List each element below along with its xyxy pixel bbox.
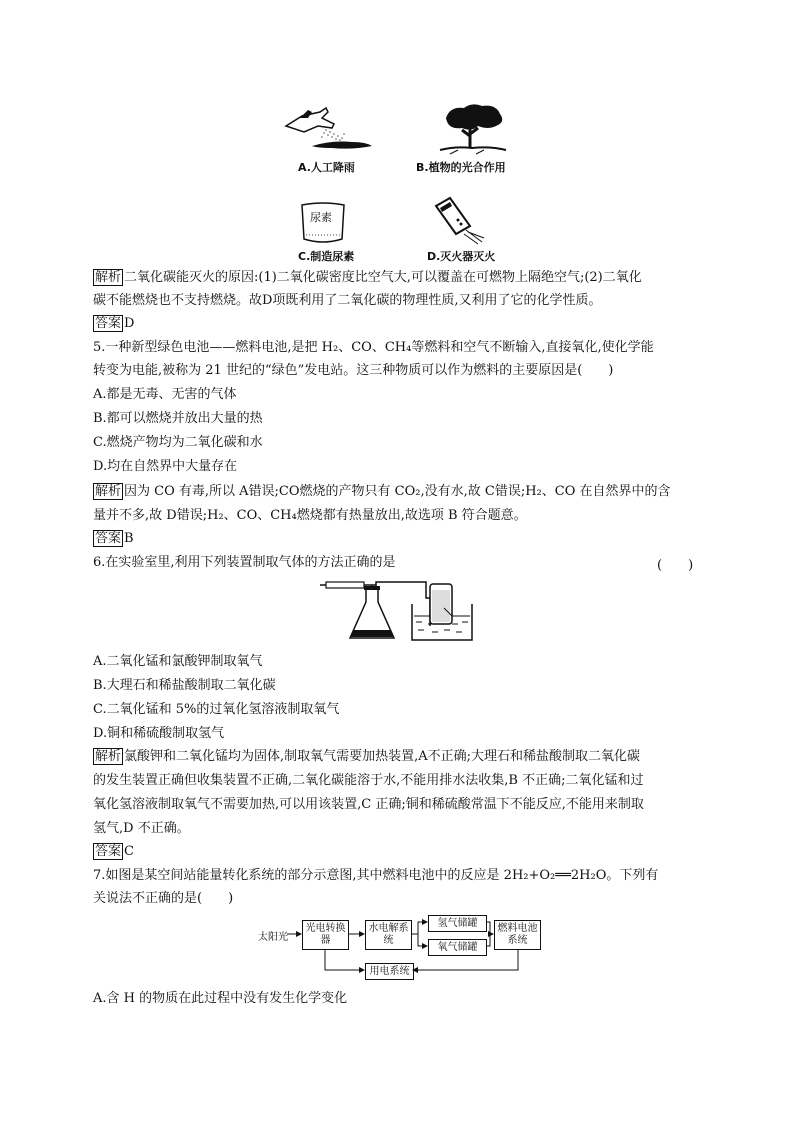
q5-option-c: C.燃烧产物均为二氧化碳和水 bbox=[93, 435, 263, 450]
option-c-caption: C.制造尿素 bbox=[298, 250, 355, 263]
flow-arrows bbox=[250, 905, 550, 990]
q4-analysis: 解析 二氧化碳能灭火的原因:(1)二氧化碳密度比空气大,可以覆盖在可燃物上隔绝空气;(2)二氧化 bbox=[95, 270, 642, 285]
q5-option-a: A.都是无毒、无害的气体 bbox=[93, 387, 237, 402]
water-electrolysis-box: 水电解系统 bbox=[365, 920, 412, 950]
q7-stem-line2: 关说法不正确的是( ) bbox=[93, 891, 234, 906]
q6-option-d: D.铜和稀硫酸制取氢气 bbox=[93, 726, 225, 741]
urea-bag-label: 尿素 bbox=[310, 211, 332, 224]
q6-option-a: A.二氧化锰和氯酸钾制取氧气 bbox=[93, 654, 263, 669]
q5-stem-line2: 转变为电能,被称为 21 世纪的“绿色”发电站。这三种物质可以作为燃料的主要原因是( ) bbox=[93, 363, 614, 378]
q6-analysis-line4: 氢气,D 不正确。 bbox=[93, 821, 190, 836]
q4-answer: 答案 D bbox=[95, 316, 135, 331]
option-b-caption: B.植物的光合作用 bbox=[416, 161, 506, 174]
q6-stem: 6.在实验室里,利用下列装置制取气体的方法正确的是 bbox=[93, 555, 396, 570]
q6-option-c: C.二氧化锰和 5%的过氧化氢溶液制取氧气 bbox=[93, 702, 340, 717]
analysis-tag: 解析 bbox=[95, 484, 122, 499]
q6-answer-paren: ( ) bbox=[657, 558, 694, 573]
answer-tag: 答案 bbox=[95, 316, 122, 331]
q5-answer: 答案 B bbox=[95, 531, 134, 546]
oxygen-tank-box: 氧气储罐 bbox=[428, 939, 487, 956]
sunlight-label: 太阳光 bbox=[258, 932, 288, 943]
q7-option-a: A.含 H 的物质在此过程中没有发生化学变化 bbox=[93, 991, 348, 1006]
q6-analysis-line2: 的发生装置正确但收集装置不正确,二氧化碳能溶于水,不能用排水法收集,B 不正确;二氧化锰和过 bbox=[93, 773, 644, 788]
airplane-rain-figure bbox=[282, 104, 374, 154]
q7-stem-line1: 7.如图是某空间站能量转化系统的部分示意图,其中燃料电池中的反应是 2H₂+O₂══2H₂O。下列有 bbox=[93, 868, 659, 883]
q5-analysis: 解析 因为 CO 有毒,所以 A错误;CO燃烧的产物只有 CO₂,没有水,故 C错误;H₂、CO 在自然界中的含 bbox=[95, 484, 671, 499]
power-system-box: 用电系统 bbox=[365, 963, 414, 980]
answer-tag: 答案 bbox=[95, 844, 122, 859]
fuel-cell-box: 燃料电池系统 bbox=[494, 920, 541, 950]
gas-apparatus-figure bbox=[318, 578, 478, 646]
q5-analysis-line2: 量并不多,故 D错误;H₂、CO、CH₄燃烧都有热量放出,故选项 B 符合题意。 bbox=[93, 508, 527, 523]
q6-answer: 答案 C bbox=[95, 844, 134, 859]
fire-extinguisher-figure bbox=[430, 196, 486, 246]
option-d-caption: D.灭火器灭火 bbox=[427, 250, 496, 263]
option-a-caption: A.人工降雨 bbox=[298, 161, 355, 174]
analysis-tag: 解析 bbox=[95, 749, 122, 764]
q5-option-b: B.都可以燃烧并放出大量的热 bbox=[93, 411, 263, 426]
q6-analysis-line3: 氧化氢溶液制取氧气不需要加热,可以用该装置,C 正确;铜和稀硫酸常温下不能反应,不能用来制取 bbox=[93, 797, 644, 812]
tree-photosynthesis-figure bbox=[436, 100, 508, 156]
q5-stem-line1: 5.一种新型绿色电池——燃料电池,是把 H₂、CO、CH₄等燃料和空气不断输入,直接氧化,使化学能 bbox=[93, 340, 654, 355]
q4-analysis-line2: 碳不能燃烧也不支持燃烧。故D项既利用了二氧化碳的物理性质,又利用了它的化学性质。 bbox=[93, 293, 602, 308]
pv-converter-box: 光电转换器 bbox=[302, 920, 349, 950]
q5-option-d: D.均在自然界中大量存在 bbox=[93, 459, 238, 474]
analysis-tag: 解析 bbox=[95, 270, 122, 285]
q6-analysis: 解析 氯酸钾和二氧化锰均为固体,制取氧气需要加热装置,A不正确;大理石和稀盐酸制取二氧化碳 bbox=[95, 749, 641, 764]
q6-option-b: B.大理石和稀盐酸制取二氧化碳 bbox=[93, 678, 276, 693]
hydrogen-tank-box: 氢气储罐 bbox=[428, 915, 487, 932]
answer-tag: 答案 bbox=[95, 531, 122, 546]
